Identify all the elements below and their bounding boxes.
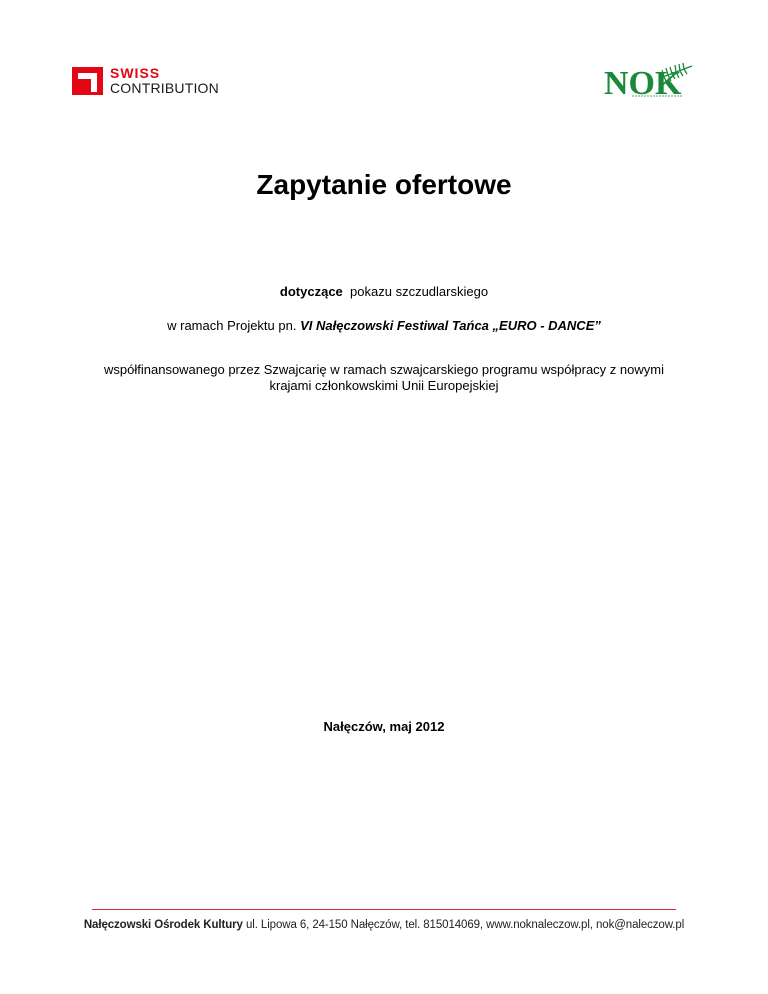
project-line [0, 318, 768, 333]
contribution-logo-text: CONTRIBUTION [110, 80, 219, 96]
footer [0, 919, 768, 931]
nok-logo-text: NOK [604, 65, 682, 100]
swiss-contribution-logo [72, 67, 232, 97]
project-prefix: w ramach Projektu pn. [167, 318, 297, 333]
funding-line-1: współfinansowanego przez Szwajcarię w ramach szwajcarskiego programu współpracy z nowymi [104, 362, 664, 377]
project-name: VI Nałęczowski Festiwal Tańca „EURO - DANCE” [300, 318, 601, 333]
document-title: Zapytanie ofertowe [256, 169, 512, 200]
subject-label: dotyczące [279, 284, 343, 299]
footer-details: ul. Lipowa 6, 24-150 Nałęczów, tel. 815014069, www.noknaleczow.pl, nok@naleczow.pl [245, 919, 685, 931]
nok-logo [602, 60, 698, 100]
footer-divider [92, 909, 676, 910]
subject-text: pokazu szczudlarskiego [350, 284, 489, 299]
funding-statement [0, 362, 768, 394]
place-date: Nałęczów, maj 2012 [323, 719, 445, 734]
funding-line-2: krajami członkowskimi Unii Europejskiej [269, 378, 499, 393]
subject-line [0, 284, 768, 299]
swiss-logo-text: SWISS [110, 65, 161, 81]
swiss-flag-icon [72, 67, 103, 95]
footer-organization: Nałęczowski Ośrodek Kultury [83, 919, 243, 931]
